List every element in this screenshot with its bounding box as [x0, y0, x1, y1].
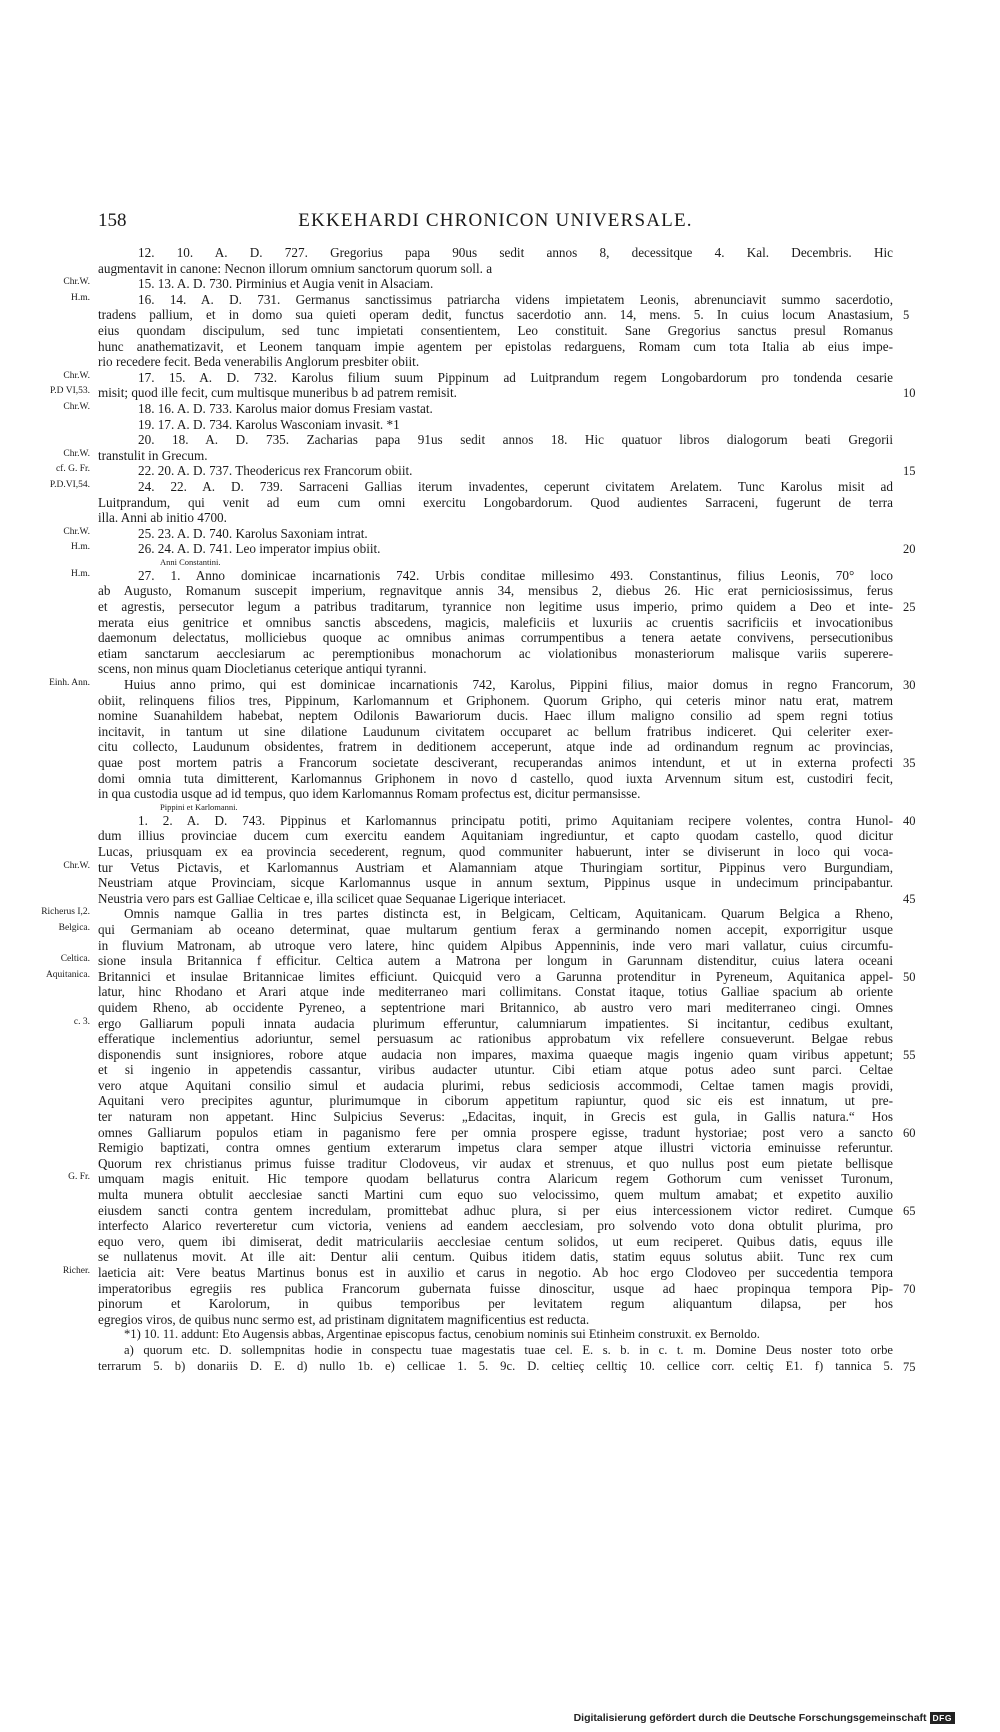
text-line	[63, 276, 893, 292]
text-line	[98, 938, 893, 954]
text-line	[98, 708, 893, 724]
margin-heading	[98, 557, 893, 568]
text-line	[63, 525, 893, 542]
line-text: transtulit in Grecum.	[98, 447, 208, 463]
text-line	[98, 1109, 893, 1125]
line-text: 20. 18. A. D. 735. Zacharias papa 91us sedit annos 18. Hic quatuor libros dialogorum beati Gregorii	[138, 432, 893, 448]
footnote-line	[98, 1327, 893, 1343]
line-text: scens, non minus quam Diocletianus ceterique antiqui tyranni.	[98, 661, 427, 677]
text-line	[63, 369, 893, 386]
line-number: 50	[903, 969, 916, 984]
text-line	[41, 906, 893, 922]
regnal-heading: Anni Constantini.	[160, 556, 221, 567]
line-text: se nullatenus movit. At ille ait: Dentur alii centum. Quibus itidem datis, statim equus solutus abiit. Tunc rex cum	[98, 1249, 893, 1265]
line-number: 25	[903, 600, 916, 615]
margin-source-note: H.m.	[71, 292, 90, 303]
text-line	[49, 677, 916, 693]
chronicle-text	[41, 245, 916, 1374]
line-number: 55	[903, 1047, 916, 1062]
line-text: Quorum rex christianus primus fuisse traditur Clodoveus, vir audax et strenuus, et quo nullus post eum pietate bellisque	[98, 1155, 893, 1171]
text-line	[98, 354, 893, 370]
line-number: 65	[903, 1203, 916, 1218]
text-line	[73, 1015, 893, 1032]
line-text: etiam sanctarum aecclesiarum ac peremptionibus monachorum ac violationibus monasteriorum malisque variis superere-	[98, 645, 893, 661]
text-line	[58, 921, 893, 938]
margin-source-note: Richerus I,2.	[41, 907, 90, 918]
text-line	[98, 1000, 893, 1016]
margin-source-note: P.D VI,53.	[50, 386, 90, 397]
line-text: qui Germaniam ab oceano determinat, quae multarum gentium ferax a germinando nomen accepit, exporrigitur usque	[98, 921, 893, 937]
text-line	[98, 1280, 916, 1297]
text-line	[98, 583, 893, 599]
line-text: vero atque Aquitani consilio simul et audacia plurimi, rebus sediciosis accommodi, Celtae tamen magis providi,	[98, 1077, 893, 1093]
footnote-line	[98, 1358, 916, 1375]
margin-source-note: Belgica.	[58, 922, 90, 933]
margin-source-note: G. Fr.	[68, 1172, 90, 1183]
line-text: 22. 20. A. D. 737. Theodericus rex Francorum obiit.	[138, 463, 413, 479]
margin-source-note: Chr.W.	[63, 860, 90, 871]
line-text: multa munera obtulit aecclesiae sancti Martini cum equo suo velocissimo, quem multum amabat; et expetito auxilio	[98, 1187, 893, 1203]
margin-source-note: H.m.	[71, 568, 90, 579]
line-text: Neustria vero pars est Galliae Celticae e, illa scilicet quae Sequanae Ligerique interiacet.	[98, 890, 566, 906]
margin-source-note: cf. G. Fr.	[55, 464, 90, 475]
text-line	[98, 432, 893, 448]
text-line	[98, 1218, 893, 1234]
line-text: interfecto Alarico reverteretur cum victoria, veniens ad eandem aecclesiam, pro solvendo voto dona obtulit plurima, pro	[98, 1218, 893, 1234]
text-line	[98, 1156, 893, 1172]
line-text: laeticia ait: Vere beatus Martinus bonus est in auxilio et carus in negotio. Ab hoc ergo Clodoveo per succedentia tempora	[98, 1265, 893, 1280]
margin-source-note: Chr.W.	[63, 370, 90, 381]
line-text: eiusdem sancti contra gentem incredulam, promittebat adhuc plura, si per eius intercessionem victor rediret. Cumque	[98, 1202, 893, 1218]
text-line	[98, 646, 893, 662]
text-line	[98, 261, 893, 277]
text-line	[63, 447, 893, 464]
text-line	[98, 739, 893, 755]
text-line	[98, 615, 893, 631]
line-text: domi omnia tuta dimitterent, Karlomannus Griphonem in novo d castello, quod iuxta Arvennum situm est, custodiri fecit,	[98, 770, 893, 786]
line-text: Luitprandum, qui venit ad eum cum omni exercitu Longobardorum. Quod audientes Sarraceni, fugerunt de terra	[98, 494, 893, 510]
text-line	[98, 890, 916, 907]
line-text: 1. 2. A. D. 743. Pippinus et Karlomannus principatu potiti, primo Aquitaniam recipere volentes, contra Hunol-	[138, 812, 893, 828]
line-text: ab Augusto, Romanum suscepit imperium, regnavitque annis 34, mensibus 2, diebus 26. Hic erat perniciosissimus, ferus	[98, 583, 893, 599]
line-text: disponendis sunt insigniores, robore atque audacia non impares, maxima quaeque magis ingenio quam viribus appetunt;	[98, 1046, 893, 1062]
line-text: obiit, relinquens filios tres, Pippinum, Karlomannum et Griphonem. Quorum Gripho, qui ceteris minor natu erat, matrem	[98, 692, 893, 708]
line-text: in qua custodia usque ad id tempus, quo idem Karlomannus Romam profectus est, dicitur permansisse.	[98, 786, 641, 802]
margin-source-note: c. 3.	[73, 1016, 90, 1027]
margin-source-note: P.D.VI,54.	[49, 479, 90, 490]
text-line	[71, 291, 893, 308]
line-text: et agrestis, persecutor legum a patribus traditarum, tyrannice non legitime usus imperio, primo quidem a Deo et inte-	[98, 599, 893, 615]
footnote-text: a) quorum etc. D. sollempnitas hodie in conspectu tuae magestatis tuae cel. E. s. b. in c. t. m. Domine Deus noster toto orbe	[124, 1342, 893, 1357]
footnote-text: *1) 10. 11. addunt: Eto Augensis abbas, Argentinae episcopus factus, cenobium nominis sui Etinheim construxit. ex Bernoldo.	[124, 1327, 760, 1342]
text-line	[50, 385, 916, 401]
text-line	[98, 417, 893, 433]
line-text: imperatoribus egregiis res publica Francorum gubernata fuisse dinoscitur, usque ad haec propinqua tempora Pip-	[98, 1280, 893, 1296]
line-text: daemonum delectatus, molliciebus quoque ac omnibus animas corrumpentibus a tenera aetate convivens, persecutionibus	[98, 630, 893, 646]
line-text: hunc anathematizavit, et Leonem tanquam impie agentem per epistolas redarguens, Romam cum tota Italia ab eius impe-	[98, 338, 893, 354]
line-text: in fluvium Matronam, ab utroque vero latere, hinc quidem Alpibus Appenninis, inde vero mari vallatur, cuius circumfu-	[98, 937, 893, 953]
margin-source-note: Chr.W.	[63, 401, 90, 412]
footer-text: Digitalisierung gefördert durch die Deutsche Forschungsgemeinschaft	[573, 1712, 927, 1724]
footnote-line	[98, 1343, 893, 1359]
text-line	[98, 307, 910, 323]
line-text: Omnis namque Gallia in tres partes distincta est, in Belgicam, Celticam, Aquitanicam. Quarum Belgica a Rheno,	[124, 906, 893, 922]
margin-source-note: Chr.W.	[63, 526, 90, 537]
line-text: tradens pallium, et in domo sua quieti operam dedit, functus sacerdotio ann. 14, mens. 5. In cuius locum Anastasium,	[98, 307, 893, 323]
line-text: 25. 23. A. D. 740. Karolus Saxoniam intrat.	[138, 525, 368, 541]
text-line	[55, 463, 916, 479]
margin-source-note: Chr.W.	[63, 448, 90, 459]
line-text: Britannici et insulae Britannicae limites efficiunt. Quicquid vero a Garunna protenditur in Pyreneum, Aquitanica appel-	[98, 968, 893, 984]
margin-source-note: Chr.W.	[63, 277, 90, 288]
line-text: 17. 15. A. D. 732. Karolus filium suum Pippinum ad Luitprandum regem Longobardorum pro tondenda cesarie	[138, 369, 893, 385]
text-line	[98, 1187, 893, 1203]
line-number: 5	[903, 308, 910, 323]
line-text: incitavit, in tantum ut sine dilatione Laudunum civitatem occuparet ac bellum fratribus indiceret. Qui celeriter exer-	[98, 723, 893, 739]
line-text: ter naturam non appetant. Hinc Sulpicius Severus: „Edacitas, inquit, in Grecis est gula, in Gallis natura.“ Hos	[98, 1109, 893, 1125]
footer-credit	[574, 1712, 955, 1724]
line-number: 60	[903, 1125, 916, 1140]
text-line	[98, 1124, 916, 1141]
page-number: 158	[98, 210, 127, 231]
line-text: quae post mortem patris a Francorum societate desciverant, recuperandas animos intendunt, et ut in externa profecti	[98, 755, 893, 770]
text-line	[98, 495, 893, 511]
text-line	[98, 510, 893, 526]
line-text: ergo Galliarum populi innata audacia plurimum efferuntur, calumniarum impatientes. Si incitantur, cedibus exultant,	[98, 1015, 893, 1031]
dfg-logo: DFG	[930, 1712, 955, 1724]
line-text: rio recedere fecit. Beda venerabilis Anglorum presbiter obiit.	[98, 354, 420, 370]
running-title: EKKEHARDI CHRONICON UNIVERSALE.	[298, 210, 693, 231]
line-text: Aquitani vero precipites aguntur, plurimumque in ciborum appetitum rapiuntur, quod sic eis est innatum, ut pre-	[98, 1093, 893, 1109]
text-line	[71, 567, 893, 584]
text-line	[98, 1031, 893, 1047]
line-text: latur, hinc Rhodano et Arari atque inde mediterraneo mari collimitans. Constat itaque, totius Galliae spacium ab oriente	[98, 984, 893, 1000]
text-line	[98, 1296, 893, 1312]
line-text: dum illius provinciae ducem cum exercitu eandem Aquitaniam ingrediuntur, et capto quodam castello, quod dicitur	[98, 828, 893, 844]
line-number: 35	[903, 756, 916, 770]
text-line	[98, 599, 916, 615]
line-text: omnes Galliarum populos etiam in paganismo fere per omnia prospere egisse, tradunt hystoriae; post vero a sancto	[98, 1124, 893, 1140]
text-line	[98, 755, 916, 771]
text-line	[98, 828, 893, 844]
margin-source-note: Einh. Ann.	[49, 678, 90, 689]
line-text: 12. 10. A. D. 727. Gregorius papa 90us sedit annos 8, decessitque 4. Kal. Decembris. Hic	[138, 245, 893, 260]
line-number: 10	[903, 386, 916, 401]
line-text: quidem Rheno, ab occidente Pyreneo, a septentrione mari Britannico, ab austro vero mari mediterraneo cingi. Omnes	[98, 999, 893, 1015]
regnal-heading: Pippini et Karlomanni.	[160, 801, 238, 812]
text-line	[98, 875, 893, 891]
text-line	[98, 1312, 893, 1328]
text-line	[98, 724, 893, 740]
line-text: 19. 17. A. D. 734. Karolus Wasconiam invasit. *1	[138, 416, 400, 432]
line-text: tur Vetus Pictavis, et Karlomannus Austriam et Alamanniam atque Thuringiam sortitur, Pippinus vero Burgundiam,	[98, 859, 893, 875]
text-line	[98, 661, 893, 677]
line-text: eius quondam discipulum, sed tunc impietati consentientem, Leo constituit. Sane Gregorius sanctus presul Romanus	[98, 322, 893, 338]
text-line	[98, 786, 893, 802]
margin-source-note: H.m.	[71, 542, 90, 553]
line-number: 30	[903, 678, 916, 693]
line-text: 27. 1. Anno dominicae incarnationis 742. Urbis conditae millesimo 493. Constantinus, filius Leonis, 70° loco	[138, 567, 893, 583]
line-text: Neustriam atque Provinciam, sicque Karlomannus usque in annum sextum, Pippinus usque in undecimum principabantur.	[98, 875, 893, 891]
line-text: merata eius genitrice et omnibus sanctis abscedens, magicis, maleficiis et luxuriis ac cruentis sacrificiis et invocationibus	[98, 614, 893, 630]
margin-heading	[98, 802, 893, 813]
line-number: 20	[903, 542, 916, 557]
text-line	[45, 968, 916, 985]
text-line	[98, 1078, 893, 1094]
text-line	[98, 812, 916, 829]
line-text: citu collecto, Laudunum obsidentes, fratrem in deditionem acceperunt, atque inde ad ordinandum regnum ac provincias,	[98, 739, 893, 755]
line-text: Huius anno primo, qui est dominicae incarnationis 742, Karolus, Pippini filius, maior domus in regno Francorum,	[124, 677, 893, 693]
text-line	[62, 1265, 893, 1281]
text-line	[98, 693, 893, 709]
line-text: 15. 13. A. D. 730. Pirminius et Augia venit in Alsaciam.	[138, 276, 434, 292]
line-text: sione insula Britannica f efficitur. Celtica autem a Matrona per longum in Garunnam distenditur, cuius latera oceani	[98, 953, 893, 969]
text-line	[98, 771, 893, 787]
line-text: augmentavit in canone: Necnon illorum omnium sanctorum quorum soll. a	[98, 260, 493, 276]
line-text: nomine Suanahildem habebat, neptem Odilonis Bawariorum ducis. Haec illum maligno consilio ad spem regni totius	[98, 708, 893, 724]
text-line	[98, 1046, 916, 1063]
margin-source-note: Richer.	[62, 1266, 90, 1276]
line-text: equo vero, quem ibi dimiserat, dedit matriculariis aecclesiae centum solidos, ut eum reciperet. Quibus datis, equus ille	[98, 1233, 893, 1249]
text-line	[98, 1093, 893, 1109]
line-text: 26. 24. A. D. 741. Leo imperator impius obiit.	[138, 541, 381, 557]
margin-source-note: Aquitanica.	[45, 969, 90, 980]
text-line	[71, 541, 916, 557]
line-text: illa. Anni ab initio 4700.	[98, 510, 227, 526]
line-number: 45	[903, 891, 916, 906]
text-line	[60, 953, 893, 969]
text-line	[68, 1171, 893, 1187]
text-line	[98, 245, 893, 261]
line-text: et si ingenio in appetendis cassantur, viribus audacter utuntur. Cibi etiam atque potus adeo sunt parci. Celtae	[98, 1062, 893, 1078]
text-line	[98, 1234, 893, 1250]
text-line	[98, 1140, 893, 1156]
line-text: misit; quod ille fecit, cum multisque muneribus b ad patrem remisit.	[98, 385, 457, 401]
text-line	[98, 1062, 893, 1078]
text-line	[98, 323, 893, 339]
line-text: 16. 14. A. D. 731. Germanus sanctissimus patriarcha videns impietatem Leonis, abrenunciavit summo sacerdotio,	[138, 291, 893, 307]
text-line	[98, 984, 893, 1000]
text-line	[98, 1249, 893, 1265]
margin-source-note: Celtica.	[60, 954, 90, 965]
line-text: egregios viros, de quibus nunc sermo est, ad pristinam dignitatem magnificentius est reducta.	[98, 1311, 590, 1327]
text-line	[98, 630, 893, 646]
footnote-text: terrarum 5. b) donariis D. E. d) nullo 1b. e) cellicae 1. 5. 9c. D. celtieç celltiç 10. cellice corr. celtiç E1. f) tannica 5.	[98, 1358, 893, 1373]
line-number: 70	[903, 1281, 916, 1296]
text-line	[63, 859, 893, 876]
line-text: Lucas, priusquam ex ea provincia secederent, regnum, quod communiter habuerunt, inter se diviserunt in loco qui voca-	[98, 843, 893, 859]
line-text: umquam magis enituit. Hic tempore quodam bellaturus contra Alaricum regem Gothorum cum venisset Turonum,	[98, 1171, 893, 1187]
line-text: 18. 16. A. D. 733. Karolus maior domus Fresiam vastat.	[138, 400, 433, 416]
text-line	[98, 339, 893, 355]
text-line	[98, 1202, 916, 1219]
line-text: pinorum et Karolorum, in quibus temporibus per levitatem regum aliquantum dilapsa, per hos	[98, 1296, 893, 1312]
page-header	[98, 210, 893, 234]
text-line	[98, 844, 893, 860]
text-line	[49, 478, 893, 495]
text-line	[63, 400, 893, 417]
line-text: efferatique inclementius adoriuntur, semel persuasum ac rationibus approbatum vix refellere consueverunt. Belgae rebus	[98, 1031, 893, 1047]
line-number: 40	[903, 813, 916, 828]
line-number: 15	[903, 464, 916, 479]
line-number: 75	[903, 1359, 916, 1374]
line-text: Remigio baptizati, contra omnes gentium exterarum impetus clara semper atque illustri victoria eminuisse referuntur.	[98, 1140, 893, 1156]
line-text: 24. 22. A. D. 739. Sarraceni Gallias iterum invadentes, ceperunt civitatem Arelatem. Tunc Karolus misit ad	[138, 478, 893, 494]
